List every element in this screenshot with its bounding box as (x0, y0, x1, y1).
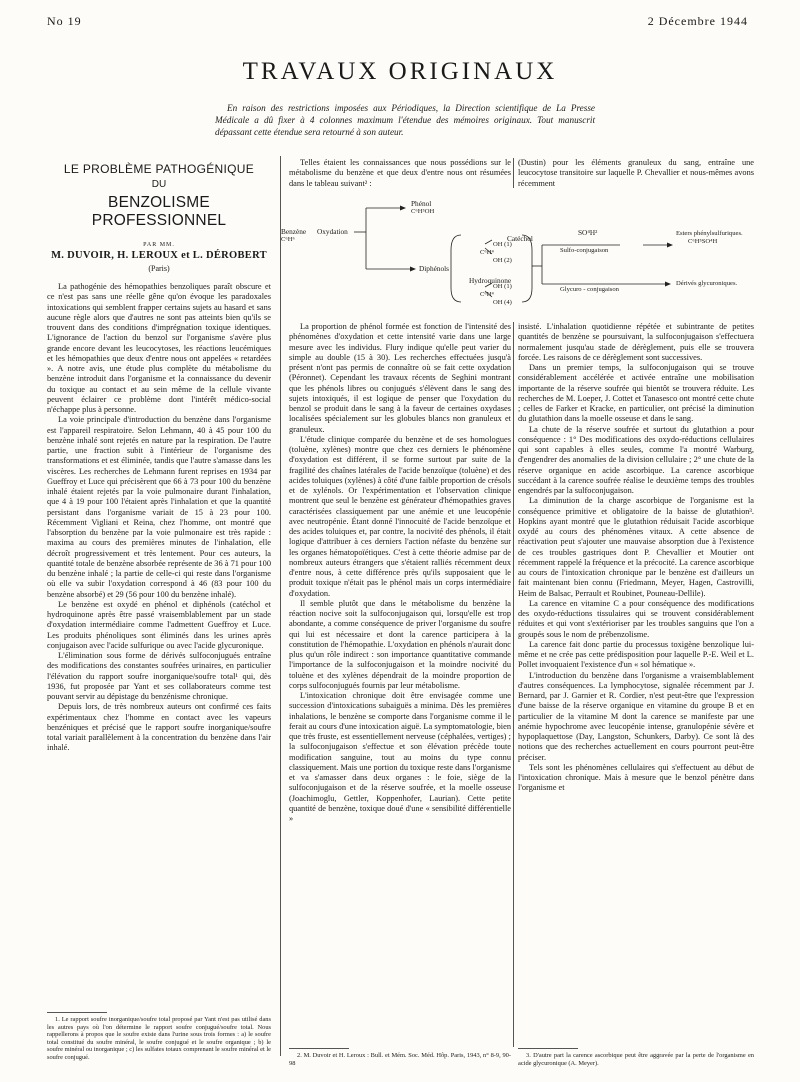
article-subject: BENZOLISME PROFESSIONNEL (91, 194, 227, 229)
diagram-catechol-oh1: OH (1) (493, 241, 512, 248)
column-2-intro (289, 158, 511, 189)
paragraph: (Dustin) pour les éléments granuleux du sang, entraîne une leucocytose transitoire sur laquelle P. Chevallier et nous-mêmes avons récemment (518, 158, 754, 188)
column-2 (289, 322, 511, 824)
paragraph: La proportion de phénol formée est fonction de l'intensité des phénomènes d'oxydation et cette intensité varie dans une large mesure avec les individus. Flury indique qu'elle peut varier du simple au double (15 à 30). Les recherches effectuées jusqu'à présent n'ont pas permis de connaître où se fait cette oxydation (Péronnet). Cependant les travaux récents de Seghini montrant que les phénols libres ou conjugués s'élèvent dans le sang des sujets intoxiqués, il est logique de penser que l'oxydation du benzol se produit dans le sang à la faveur de certaines oxydases localisées spécialement sur les globules blancs non granuleux et granuleux. (289, 322, 511, 434)
paragraph: L'étude clinique comparée du benzène et de ses homologues (toluène, xylènes) montre que chez ces derniers le phénomène d'oxydation est différent, il se forme surtout par suite de la fragilité des chaînes latérales de l'acide benzoïque (toluène) et des acides toluiques (xylènes) à côté d'une faible proportion de crésols et de xylénols. Or l'expérimentation et l'observation clinique montrent que seul le benzène est générateur d'hémopathies graves caractérisées classiquement par une anémie et une leucopénie avec neutropénie. Étant donné l'innocuité de l'acide benzoïque et des acides toluiques et, par contre, la nocivité des phénols, il était logique d'attribuer à ces derniers l'action néfaste du benzène sur les organes hématopoïétiques. C'est à cette théorie admise par de nombreux auteurs étrangers que s'étaient ralliés récemment deux d'entre nous, à cette différence près qu'ils supposaient que le produit toxique n'était pas le phénol mais un corps intermédiaire d'oxydation. (289, 434, 511, 598)
issue-number: No 19 (47, 14, 82, 28)
diagram-sulfoconjugaison: Sulfo-conjugaison (560, 247, 609, 254)
paragraph: La diminution de la charge ascorbique de l'organisme est la conséquence primitive et obligatoire de la baisse de glutathion³. Hopkins ayant montré que le glutathion réduisait l'acide ascorbique oxydé au cours des phénomènes vitaux. A cette absence de réactivation peut s'ajouter une mauvaise absorption due à l'existence de ces troubles gastriques dont P. Chevallier et Moutier ont récemment rappelé la fréquence et la précocité. La carence ascorbique au cours de l'intoxication chronique par le benzène est d'ailleurs un fait maintenant bien connu (Friedmann, Meyer, Hagen, Castrovilli, Heim de Balsac, Perrault et Roubinet, Pouneau-Dellile). (518, 496, 754, 598)
diagram-glycuroconjugaison: Glycuro - conjugaison (560, 286, 619, 293)
diagram-hydroquinone-formula: C⁶H⁴ (480, 291, 494, 298)
paragraph: Tels sont les phénomènes cellulaires qui s'effectuent au début de l'intoxication chronique. Mais à mesure que le benzol pénètre dans l'organisme et (518, 762, 754, 793)
paragraph: L'élimination sous forme de dérivés sulfoconjugués entraîne des modifications des constantes soufrées urinaires, en particulier l'élévation du rapport soufre inorganique/soufre total¹ qui, dès 1936, fut proposée par Yant et ses collaborateurs comme test pouvant servir au dépistage du benzénisme chronique. (47, 651, 271, 701)
diagram-so4h2: SO⁴H² (578, 228, 598, 237)
column-3 (518, 322, 754, 794)
paragraph: La chute de la réserve soufrée et surtout du glutathion a pour conséquence : 1° Des modifications des oxydo-réductions cellulaires qui sont capables à elles seules, comme l'a montré Warburg, d'engendrer des anomalies de la division cellulaire ; 2° une chute de la réserve organique en acide ascorbique. La carence ascorbique succédant à la carence soufrée réalise le deuxième temps des troubles engendrés par la sulfoconjugaison. (518, 424, 754, 495)
diagram-hydroquinone: Hydroquinone (469, 276, 512, 285)
article-title: LE PROBLÈME PATHOGÉNIQUE (63, 162, 255, 176)
footnote-rule-1 (47, 1012, 107, 1013)
column-3-intro (518, 158, 754, 189)
diagram-oxydation: Oxydation (317, 227, 348, 236)
footnote-text: 3. D'autre part la carence ascorbique peut être aggravée par la perte de l'organisme en acide glycuronique (A. Meyer). (518, 1052, 754, 1067)
footnote-1 (47, 1016, 271, 1062)
diagram-catechol-oh2: OH (2) (493, 257, 512, 264)
section-title: TRAVAUX ORIGINAUX (242, 58, 558, 85)
diagram-diphenols: Diphénols (419, 264, 449, 273)
diagram-benzene-formula: C⁶H⁶ (281, 236, 295, 243)
paragraph: La carence fait donc partie du processus toxigène benzolique lui-même et ne crée pas cette prédisposition pour laquelle P.-E. Weil et L. Pollet invoquaient l'existence d'un « sol hématique ». (518, 639, 754, 670)
paragraph: Le benzène est oxydé en phénol et diphénols (catéchol et hydroquinone après être passé vraisemblablement par un stade d'oxydation intermédiaire comme l'admettent Gueffroy et Luce. Les produits phénoliques sont éliminés dans les urines après conjugaison avec l'acide sulfurique ou avec l'acide glycuronique. (47, 599, 271, 650)
diagram-phenol: Phénol (411, 199, 432, 208)
paragraph: La pathogénie des hémopathies benzoliques paraît obscure et ce n'est pas sans une réelle gêne qu'on évoque les paradoxales intoxications qui semblent frapper certains sujets au hasard et sans aucune règle alors que d'autres ne sont pas atteints bien qu'ils se trouvent dans des conditions d'imprégnation toxique identiques. L'ignorance de l'action du benzol sur l'organisme s'avère plus grande encore devant les leucocytoses, les réactions leucémiques et les hémopathies que deux d'entre nous ont appelées « retardées ». A notre avis, une étude plus complète du métabolisme du benzène introduit dans l'organisme et la connaissance du devenir du toxique au contact et au sein même de la cellule vivante peuvent éclairer ce problème dont l'intérêt médico-social n'échappe plus à personne. (47, 282, 271, 414)
diagram-phenol-formula: C⁶H⁵OH (411, 208, 435, 215)
column-divider-2 (513, 158, 514, 188)
footnote-text: 2. M. Duvoir et H. Leroux : Bull. et Mém. Soc. Méd. Hôp. Paris, 1943, n° 8-9, 90-98 (289, 1052, 511, 1067)
article-heading (47, 162, 271, 273)
paragraph: Telles étaient les connaissances que nous possédions sur le métabolisme du benzène et que deux d'entre nous ont résumées dans le tableau suivant² : (289, 158, 511, 188)
paragraph: insisté. L'inhalation quotidienne répétée et subintrante de petites quantités de benzène se poursuivant, la sulfoconjugaison s'effectuera normalement jusqu'au stade de dérèglement, puis elle se trouvera forcée. Les raisons de ce dérèglement sont successives. (518, 322, 754, 362)
metabolism-diagram-lines (280, 190, 770, 315)
diagram-esters-formula: C⁶H⁵SO⁴H (688, 238, 718, 245)
footnote-rule-2 (289, 1048, 349, 1049)
paragraph: Il semble plutôt que dans le métabolisme du benzène la réaction nocive soit la sulfoconjugaison qui, lorsqu'elle est trop abondante, a comme conséquence de priver l'organisme du soufre qui lui est nécessaire et dont la carence participera à la constitution de l'hémopathie. L'oxydation en phénols n'aurait donc plus qu'un rôle indirect : son importance quantitative commande l'importance de la sulfoconjugaison et la moindre nocivité du toluène et des xylènes dépendrait de la moindre proportion de corps sulfoconjugués fournis par leur métabolisme. (289, 598, 511, 690)
diagram-derives: Dérivés glycuroniques. (676, 280, 738, 287)
paragraph: La voie principale d'introduction du benzène dans l'organisme est l'appareil respiratoire. Selon Lehmann, 40 à 45 pour 100 du benzène inhalé sont rejetés en nature par la respiration. De l'autre partie, une fraction subit à l'intérieur de l'organisme des transformations et est éliminée, tandis que l'autre s'amasse dans les viscères. Les recherches de Lehmann furent reprises en 1934 par Gueffroy et Luce qui précisèrent que 66 à 73 pour 100 du benzène inhalé étaient rejetés par la voie pulmonaire durant l'inhalation, que 4 à 19 pour 100 l'étaient après l'inhalation et que la quantité persistant dans l'organisme variait de 15 à 23 pour 100. Récemment Vigliani et Reina, chez l'homme, ont montré que l'absorption du benzène par la voie pulmonaire est très rapide : maxima au cours des premières minutes de l'inhalation, elle décroît progressivement et très lentement. Pour ces auteurs, la quantité totale de benzène absorbée représente de 36 à 71 pour 100 du benzène inhalé ; la partie de celle-ci qui reste dans l'organisme où elle va subir l'oxydation correspond à 46 (83 pour 100 du benzène absorbé) et 29 (56 pour 100 du benzène inhalé). (47, 415, 271, 599)
column-divider-3 (513, 322, 514, 1047)
article-title-du: DU (151, 179, 167, 190)
footnote-text: 1. Le rapport soufre inorganique/soufre total proposé par Yant n'est pas utilisé dans les autres pays où l'on détermine le rapport soufre conjugué/soufre total. Nous rappellerons à propos que le soufre existe dans l'urine sous trois formes : a) le soufre total constitué du soufre minéral, le soufre conjugué et le soufre organique ; b) le soufre minéral ou inorganique ; c) les sulfates totaux comprenant le soufre minéral et le soufre conjugué. (47, 1016, 271, 1061)
article-authors: M. DUVOIR, H. LEROUX et L. DÉROBERT (51, 250, 267, 261)
issue-date: 2 Décembre 1944 (647, 14, 748, 28)
diagram-hydroquinone-oh1: OH (1) (493, 283, 512, 290)
diagram-catechol: Catéchol (507, 234, 533, 243)
article-place: (Paris) (148, 264, 170, 273)
diagram-benzene: Benzène (281, 227, 307, 236)
footnote-2 (289, 1052, 511, 1067)
diagram-hydroquinone-oh4: OH (4) (493, 299, 512, 306)
column-1 (47, 282, 271, 754)
footnote-3 (518, 1052, 754, 1067)
diagram-catechol-formula: C⁶H⁴ (480, 249, 494, 256)
footnote-rule-3 (518, 1048, 578, 1049)
article-par: PAR MM. (143, 242, 175, 248)
paragraph: Dans un premier temps, la sulfoconjugaison qui se trouve considérablement accélérée et activée entraîne une mobilisation importante de la réserve soufrée qui bientôt se trouvera réduite. Les recherches de M. Loeper, J. Cottet et Tanasesco ont montré cette chute ; celles de Farker et Kracke, en particulier, ont précisé la diminution du glutathion dans la moelle osseuse et dans le sang. (518, 363, 754, 424)
paragraph: L'introduction du benzène dans l'organisme a vraisemblablement d'autres conséquences. La lymphocytose, signalée récemment par J. Bernard, par J. Garnier et R. Cordier, n'est peut-être que l'expression d'une baisse de la réserve organique en vitamine du groupe B et en particulier de la vitamine M dont la carence se manifeste par une anémie hypochrome avec leucopénie intense, granulopénie sévère et hypoplaquettose (Day, Langston, Schunkers, Darby). Ce sont là des notions que des recherches actuellement en cours pourront peut-être préciser. (518, 670, 754, 762)
paragraph: L'intoxication chronique doit être envisagée comme une succession d'intoxications subaiguës a minima. Dès les premières inhalations, le benzène se comporte dans l'organisme comme il le ferait au cours d'une intoxication aiguë. La symptomatologie, bien que très fruste, est essentiellement nerveuse (céphalées, vertiges) ; la sulfoconjugaison s'effectue et son élévation précède toute modification sanguine, tout au moins du type connu classiquement. Mais une portion du toxique reste dans l'organisme et va s'amasser dans deux organes : le foie, siège de la sulfoconjugaison et de la réserve soufrée, et la moelle osseuse (Joachimoglu, Gettler, Koppenhofer, Laurian). Cette petite quantité de benzène, toxique doué d'une « sensibilité différentielle » (289, 691, 511, 823)
paragraph: La carence en vitamine C a pour conséquence des modifications des oxydo-réductions tissulaires qui se trouvent considérablement réduites et qui vont s'extérioriser par les troubles sanguins que l'on a groupés sous le nom de prébenzolisme. (518, 598, 754, 639)
paragraph: Depuis lors, de très nombreux auteurs ont confirmé ces faits expérimentaux chez l'homme en contact avec les vapeurs benzéniques et précisé que le rapport soufre inorganique/soufre total variait parallèlement à la concentration du benzène dans l'air inhalé. (47, 702, 271, 753)
editorial-note: En raison des restrictions imposées aux Périodiques, la Direction scientifique de La Presse Médicale a dû fixer à 4 colonnes maximum l'étendue des mémoires originaux. Tout manuscrit dépassant cette étendue sera retourné à son auteur. (215, 103, 595, 137)
diagram-esters: Esters phénylsulfuriques. (676, 230, 743, 237)
